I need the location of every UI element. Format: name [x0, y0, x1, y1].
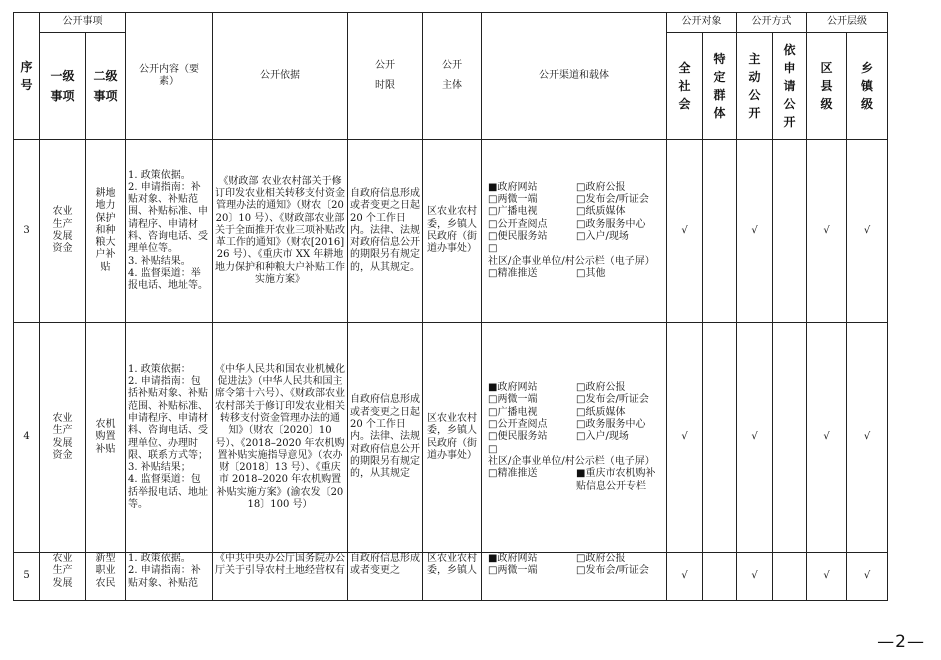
row-level1: 农业生产发展 — [40, 553, 86, 601]
row-seq: 5 — [14, 553, 40, 601]
channel-item: □纸质媒体 — [576, 206, 626, 218]
header-target: 公开对象 — [667, 13, 737, 33]
row-level2: 耕地地力保护和种粮大户补贴 — [86, 140, 126, 323]
row-content: 1. 政策依据。 2. 申请指南：补贴对象、补贴范围、补贴标准、申请程序、申请材料、咨询电话、受理单位等。 3. 补贴结果。 4. 监督渠道：举报电话、地址等。 — [126, 140, 213, 323]
channel-item: □纸质媒体 — [576, 406, 626, 418]
check-method-apply — [773, 140, 807, 323]
check-target-all: √ — [667, 140, 703, 323]
table-row — [14, 553, 888, 601]
row-basis: 《财政部 农业农村部关于修订印发农业相关转移支付资金管理办法的通知》（财农〔2020〕10 号）、《财政部农业部关于全面推开农业三项补贴改革工作的通知》（财农[2016]26 号）、《重庆市 XX 年耕地地力保护和种粮大户补贴工作实施方案》 — [213, 140, 348, 323]
header-public-items: 公开事项 — [40, 13, 126, 33]
channel-item: □公开查阅点 — [488, 218, 548, 230]
check-level-county: √ — [807, 140, 847, 323]
check-method-active: √ — [737, 553, 773, 601]
row-basis: 《中共中央办公厅国务院办公厅关于引导农村土地经营权有 — [213, 553, 348, 601]
row-level1: 农业生产发展资金 — [40, 323, 86, 553]
header-time-limit: 公开时限 — [348, 13, 423, 140]
check-target-specific — [703, 323, 737, 553]
channel-item: □政府公报 — [576, 181, 626, 193]
row-basis: 《中华人民共和国农业机械化促进法》（中华人民共和国主席令第十六号）、《财政部农业农村部关于修订印发农业相关转移支付资金管理办法的通知》（财农〔2020〕10 号）、《2018–2020 年农机购置补贴实施指导意见》（农办财〔2018〕13 号）、《重庆市 2018–2020 年农机购置补贴实施方案》(渝农发〔2018〕100 号） — [213, 323, 348, 553]
channel-item: □公开查阅点 — [488, 419, 548, 431]
header-method-active: 主动公开 — [737, 33, 773, 140]
table-row — [14, 140, 888, 323]
row-subject: 区农业农村委，乡镇人 — [423, 553, 482, 601]
row-time-limit: 自政府信息形成或者变更之日起 20 个工作日内。法律、法规对政府信息公开的期限另有规定的，从其规定 — [348, 323, 423, 553]
channel-item: □入户/现场 — [576, 431, 629, 443]
channel-item: □政府公报 — [576, 382, 626, 394]
header-method: 公开方式 — [737, 13, 807, 33]
table-row — [14, 323, 888, 553]
header-level2: 二级事项 — [86, 33, 126, 140]
header-level-county: 区县级 — [807, 33, 847, 140]
channel-item: □两微一端 — [488, 194, 538, 206]
channel-item: □入户/现场 — [576, 231, 629, 242]
disclosure-table — [13, 12, 888, 601]
channel-item: □发布会/听证会 — [576, 565, 649, 577]
channel-item: □两微一端 — [488, 565, 538, 577]
check-target-all: √ — [667, 323, 703, 553]
check-method-apply — [773, 323, 807, 553]
row-time-limit: 自政府信息形成或者变更之日起 20 个工作日内。法律、法规对政府信息公开的期限另有规定的，从其规定。 — [348, 140, 423, 323]
row-seq: 4 — [14, 323, 40, 553]
channel-item: □精准推送 — [488, 468, 538, 480]
channel-item: □发布会/听证会 — [576, 194, 649, 206]
header-level-town: 乡镇级 — [847, 33, 888, 140]
row-channels — [482, 553, 667, 601]
channel-item: □社区/企事业单位/村公示栏（电子屏） — [488, 243, 655, 267]
channel-item: □广播电视 — [488, 406, 538, 418]
page-number: —2— — [877, 632, 925, 652]
row-content: 1. 政策依据： 2. 申请指南：包括补贴对象、补贴范围、补贴标准、申请程序、申请材料、咨询电话、受理单位、办理时限、联系方式等； 3. 补贴结果； 4. 监督渠道：包括举报电话、地址等。 — [126, 323, 213, 553]
row-channels — [482, 140, 667, 323]
channel-item: □发布会/听证会 — [576, 394, 649, 406]
channel-item: ■政府网站 — [488, 181, 538, 193]
row-subject: 区农业农村委，乡镇人民政府（街道办事处） — [423, 140, 482, 323]
check-level-town: √ — [847, 140, 888, 323]
channel-item: □社区/企事业单位/村公示栏（电子屏） — [488, 443, 655, 467]
header-subject: 公开主体 — [423, 13, 482, 140]
header-basis: 公开依据 — [213, 13, 348, 140]
row-channels — [482, 323, 667, 553]
check-level-town: √ — [847, 323, 888, 553]
check-level-county: √ — [807, 553, 847, 601]
channel-item: □广播电视 — [488, 206, 538, 218]
check-target-specific — [703, 140, 737, 323]
check-method-active: √ — [737, 140, 773, 323]
row-content: 1. 政策依据。 2. 申请指南：补贴对象、补贴范 — [126, 553, 213, 601]
channel-item: □便民服务站 — [488, 231, 548, 242]
channel-item: □政务服务中心 — [576, 419, 646, 431]
channel-item: ■重庆市农机购补贴信息公开专栏 — [576, 468, 656, 492]
channel-item: □两微一端 — [488, 394, 538, 406]
header-target-specific: 特定群体 — [703, 33, 737, 140]
channel-item: □便民服务站 — [488, 431, 548, 443]
header-target-all: 全社会 — [667, 33, 703, 140]
check-level-county: √ — [807, 323, 847, 553]
channel-item: □政府公报 — [576, 553, 626, 564]
channel-item: ■政府网站 — [488, 553, 538, 564]
check-target-specific — [703, 553, 737, 601]
row-level2: 农机购置补贴 — [86, 323, 126, 553]
header-level: 公开层级 — [807, 13, 888, 33]
header-content: 公开内容（要素） — [126, 13, 213, 140]
channel-item: □其他 — [576, 267, 606, 279]
channel-item: □政务服务中心 — [576, 218, 646, 230]
row-level2: 新型职业农民 — [86, 553, 126, 601]
check-target-all: √ — [667, 553, 703, 601]
check-method-apply — [773, 553, 807, 601]
channel-item: ■政府网站 — [488, 382, 538, 394]
row-time-limit: 自政府信息形成或者变更之 — [348, 553, 423, 601]
channel-item: □精准推送 — [488, 267, 538, 279]
header-method-apply: 依申请公开 — [773, 33, 807, 140]
row-seq: 3 — [14, 140, 40, 323]
row-subject: 区农业农村委，乡镇人民政府（街道办事处） — [423, 323, 482, 553]
row-level1: 农业生产发展资金 — [40, 140, 86, 323]
header-channels: 公开渠道和载体 — [482, 13, 667, 140]
check-method-active: √ — [737, 323, 773, 553]
check-level-town: √ — [847, 553, 888, 601]
header-level1: 一级事项 — [40, 33, 86, 140]
header-seq: 序号 — [14, 13, 40, 140]
